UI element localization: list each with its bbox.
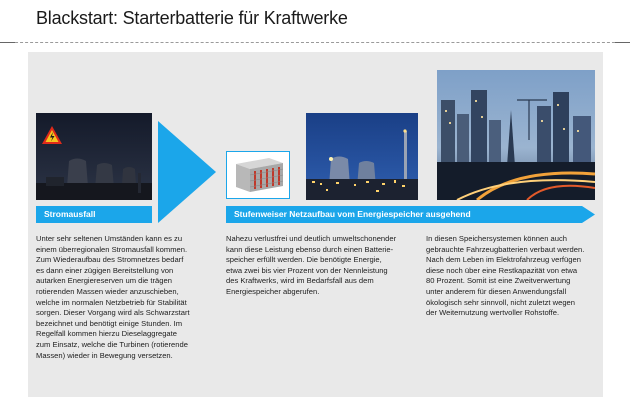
outage-description: Unter sehr seltenen Umständen kann es zu einem überregionalen Stromausfall kommen. Zum Wiederaufbau des Stromnetzes bedarf es dann einer zügigen Bereitstellung von autarken Energiereserven um die trägen rotierenden Massen wieder anzuschieben, welche im normalen Netzbetrieb für Stabilität sorgen. Dieser Vorgang wird als Schwarzstart bezeichnet und benötigt einige Stunden. Im Regelfall kommen hierzu Dieselaggregate zum Einsatz, welche die Turbinen (rotierende Massen) wieder in Bewegung versetzen. <box>36 234 190 360</box>
outage-label: Stromausfall <box>44 209 96 219</box>
city-night-image <box>437 70 595 200</box>
battery-description: Nahezu verlustfrei und deutlich umweltschonender kann diese Leistung ebenso durch einen Batterie- speicher erfüllt werden. Die benötigte Energie, etwa zwei bis vier Prozent von der Nennleistung des Kraftwerks, wird im Bedarfsfall aus dem Energiespeicher abgerufen. <box>226 234 397 296</box>
header-divider <box>0 42 630 43</box>
divider-left-cap <box>0 42 15 43</box>
buildup-label: Stufenweiser Netzaufbau vom Energiespeicher ausgehend <box>234 209 471 219</box>
battery-storage-image <box>226 151 290 199</box>
high-voltage-warning-icon <box>41 125 63 145</box>
reuse-description: In diesen Speichersystemen können auch gebrauchte Fahrzeugbatterien verbaut werden. Nach dem Leben im Elektrofahrzeug verfügen diese noch über eine Restkapazität von etwa 80 Prozent. Somit ist eine Zweitverwertung unter anderem für diesen Anwendungsfall ökologisch sehr sinnvoll, nicht zuletzt wegen der Weiternutzung wertvoller Rohstoffe. <box>426 234 585 318</box>
outage-label-bar <box>36 206 152 223</box>
divider-right-cap <box>615 42 630 43</box>
text-column-right <box>426 234 604 319</box>
power-plant-lit-image <box>306 113 418 200</box>
page-title: Blackstart: Starterbatterie für Kraftwerke <box>36 8 348 28</box>
text-column-middle <box>226 234 422 298</box>
buildup-label-arrow <box>226 205 596 224</box>
text-column-left <box>36 234 222 361</box>
chevron-right-icon <box>158 121 216 223</box>
